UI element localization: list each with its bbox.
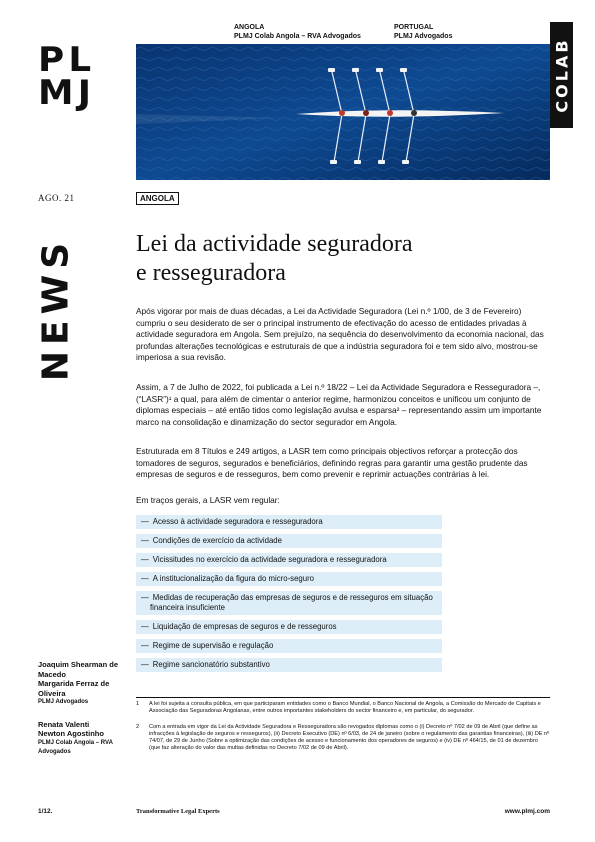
list-dash: — bbox=[141, 593, 149, 602]
list-dash: — bbox=[141, 555, 149, 564]
list-item bbox=[136, 572, 442, 586]
footnote-divider bbox=[136, 697, 550, 698]
regulated-topics-list bbox=[136, 515, 442, 677]
list-dash: — bbox=[141, 622, 149, 631]
footnote bbox=[136, 724, 550, 752]
footnote-number: 1 bbox=[136, 701, 140, 707]
rowing-boat-image bbox=[136, 44, 550, 180]
colab-badge bbox=[550, 22, 573, 128]
list-item bbox=[136, 553, 442, 567]
office-firm: PLMJ Colab Angola – RVA Advogados bbox=[234, 33, 361, 40]
author-name: Renata Valenti bbox=[38, 719, 90, 729]
list-item-text: Acesso à actividade seguradora e resseguradora bbox=[152, 517, 323, 526]
footer-url[interactable]: www.plmj.com bbox=[504, 808, 550, 815]
issue-date: AGO. 21 bbox=[38, 193, 75, 203]
list-dash: — bbox=[141, 660, 149, 669]
footnote-number: 2 bbox=[136, 724, 140, 730]
list-item-text: Liquidação de empresas de seguros e de resseguros bbox=[152, 622, 337, 631]
list-dash: — bbox=[141, 641, 149, 650]
colab-label: COLAB bbox=[552, 37, 571, 113]
office-portugal bbox=[394, 23, 452, 41]
plmj-logo bbox=[38, 40, 96, 113]
hero-image bbox=[136, 44, 550, 180]
list-item bbox=[136, 534, 442, 548]
list-item-text: A institucionalização da figura do micro-seguro bbox=[152, 574, 315, 583]
list-item-text: Vicissitudes no exercício da actividade seguradora e resseguradora bbox=[152, 555, 387, 564]
list-item bbox=[136, 658, 442, 672]
title-line-1: Lei da actividade seguradora bbox=[136, 231, 413, 257]
author-name: Newton Agostinho bbox=[38, 729, 104, 738]
news-text: NEWS bbox=[35, 236, 77, 382]
paragraph: Estruturada em 8 Títulos e 249 artigos, a LASR tem como principais objectivos reforçar a protecção dos tomadores de seguros, segurados e beneficiários, definindo regras para garantir uma gestão prudente das empresas de seguros e de resseguros, bem como prevenir e reprimir actuações contrárias à lei. bbox=[136, 446, 528, 479]
page-number: 1/12. bbox=[38, 808, 53, 815]
article-title bbox=[136, 230, 556, 288]
list-dash: — bbox=[141, 574, 149, 583]
list-item bbox=[136, 591, 442, 615]
list-dash: — bbox=[141, 517, 149, 526]
author-firm: PLMJ Advogados bbox=[38, 699, 89, 705]
section-label bbox=[37, 236, 75, 382]
author-name: Margarida Ferraz de Oliveira bbox=[38, 679, 110, 698]
list-item bbox=[136, 515, 442, 529]
authors-block bbox=[38, 660, 128, 762]
list-item bbox=[136, 620, 442, 634]
list-item-text: Medidas de recuperação das empresas de seguros e de resseguros em situação financeira insuficiente bbox=[150, 593, 433, 612]
author-name: Joaquim Shearman de Macedo bbox=[38, 660, 119, 679]
paragraph: Após vigorar por mais de duas décadas, a Lei da Actividade Seguradora (Lei n.º 1/00, de 3 de Fevereiro) cumpriu o seu desiderato de ser o principal instrumento de efectivação do acesso de entidades privadas à actividade seguradora em Angola. Sem prejuízo, na sequência do desenvolvimento da economia nacional, das profundas alterações tecnológicas e estruturais de que a indústria seguradora foi e tem sido alvo, mostrou-se imperiosa a sua revisão. bbox=[136, 306, 544, 362]
office-angola bbox=[234, 23, 361, 41]
logo-line-1: PL bbox=[38, 40, 96, 80]
list-dash: — bbox=[141, 536, 149, 545]
paragraph: Em traços gerais, a LASR vem regular: bbox=[136, 495, 280, 505]
footer-tagline: Transformative Legal Experts bbox=[136, 808, 220, 815]
paragraph: Assim, a 7 de Julho de 2022, foi publicada a Lei n.º 18/22 – Lei da Actividade Seguradora e Resseguradora –, (“LASR”)¹ a qual, para além de cimentar o anterior regime, harmonizou conceitos e unificou um conjunto de diplomas especiais – até então tidos como legislação avulsa e esparsa² – representando assim um importante marco na consolidação e dinamização do sector segurador em Angola. bbox=[136, 382, 542, 427]
author-firm: PLMJ Colab Angola – RVA Advogados bbox=[38, 739, 113, 755]
list-item-text: Regime de supervisão e regulação bbox=[152, 641, 274, 650]
title-line-2: e resseguradora bbox=[136, 260, 286, 286]
footnote-text: A lei foi sujeita a consulta pública, em que participaram entidades como o Banco Mundial, o Banco Nacional de Angola, a Comissão do Mercado de Capitais e Associação das Seguradoras Angolanas, entre outros importantes stakeholders do sector financeiro e, em particular, do segurador. bbox=[149, 701, 541, 714]
country-tag: ANGOLA bbox=[136, 192, 179, 205]
list-item-text: Condições de exercício da actividade bbox=[152, 536, 282, 545]
office-country: ANGOLA bbox=[234, 24, 265, 31]
logo-line-2: MJ bbox=[38, 73, 96, 113]
footnote-text: Com a entrada em vigor da Lei da Actividade Seguradora e Resseguradora são revogados diplomas como o (i) Decreto nº 7/02 de 09 de Abril (que define as infracções à legislação de seguros e resseguros), (ii) Decreto Executivo (DE) nº 6/03, de 24 de janeiro (sobre o regulamento das garantias financeiras), (iii) DE nº 74/07, de 29 de Junho (Sobre a optimização das condições de acesso e funcionamento dos operadores de seguros) e (iv) DE nº 464/15, de 01 de dezembro (que faz alteração do valor das multas definidas no Decreto 7/02 de 09 de Abril). bbox=[149, 724, 550, 751]
office-firm: PLMJ Advogados bbox=[394, 33, 453, 40]
office-country: PORTUGAL bbox=[394, 24, 434, 31]
list-item-text: Regime sancionatório substantivo bbox=[152, 660, 270, 669]
list-item bbox=[136, 639, 442, 653]
footnote bbox=[136, 701, 550, 715]
